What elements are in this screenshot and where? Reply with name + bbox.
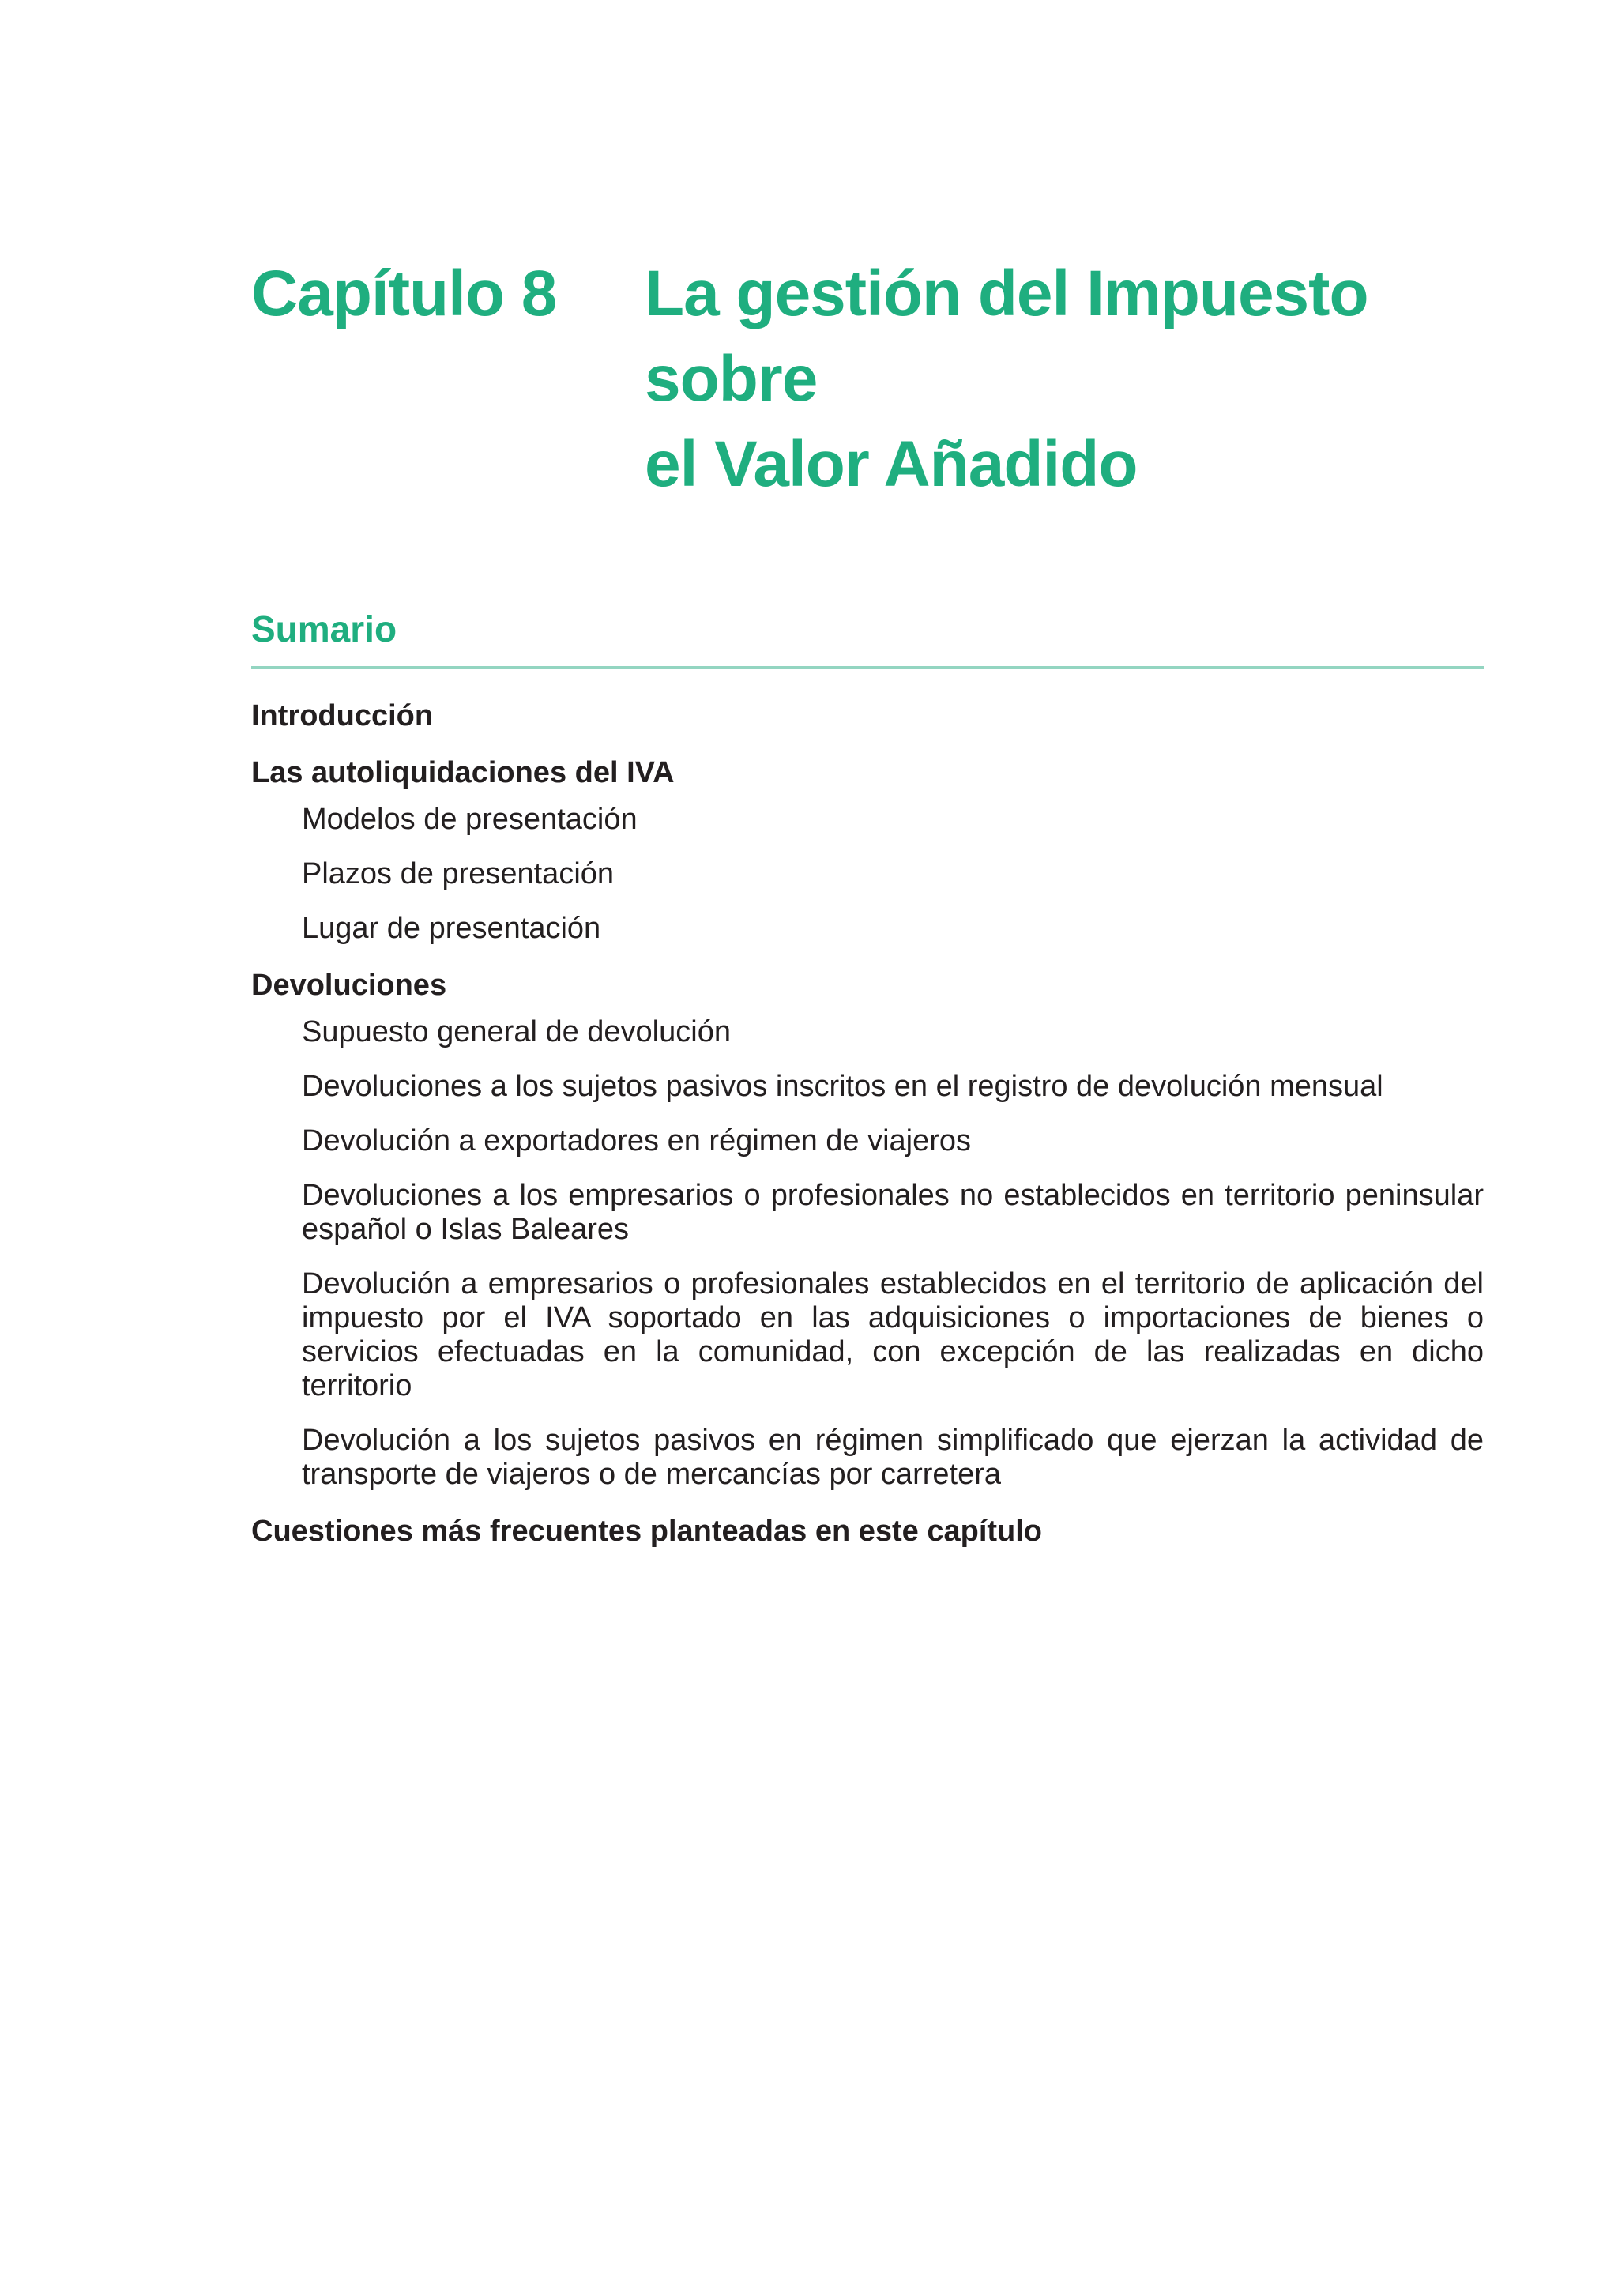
chapter-title-line-2: el Valor Añadido	[645, 428, 1138, 500]
toc-item: Modelos de presentación	[302, 803, 638, 836]
toc-section-introduccion: Introducción	[251, 699, 434, 732]
toc-item: Devolución a los sujetos pasivos en régimen simplificado que ejerzan la actividad de transporte de viajeros o de mercancías por carretera	[302, 1424, 1484, 1491]
summary-divider	[251, 666, 1484, 669]
toc-section-title: Devoluciones	[251, 969, 447, 1002]
toc-section-devoluciones	[251, 966, 1484, 1492]
toc-section-cuestiones: Cuestiones más frecuentes planteadas en este capítulo	[251, 1515, 1043, 1548]
toc-item: Supuesto general de devolución	[302, 1015, 731, 1048]
toc-item: Devolución a exportadores en régimen de viajeros	[302, 1124, 972, 1157]
toc-section-title: Las autoliquidaciones del IVA	[251, 756, 675, 789]
chapter-title	[645, 251, 1484, 507]
chapter-header	[251, 251, 1484, 507]
toc-sublist	[302, 1015, 1484, 1492]
toc-section-autoliquidaciones	[251, 754, 1484, 946]
toc-item: Devoluciones a los sujetos pasivos inscritos en el registro de devolución mensual	[302, 1070, 1383, 1103]
toc-sublist	[302, 803, 1484, 946]
summary-heading: Sumario	[251, 608, 397, 649]
table-of-contents	[251, 697, 1484, 1550]
toc-item: Lugar de presentación	[302, 912, 601, 945]
toc-item: Plazos de presentación	[302, 857, 615, 890]
chapter-title-line-1: La gestión del Impuesto sobre	[645, 258, 1368, 415]
toc-item: Devolución a empresarios o profesionales establecidos en el territorio de aplicación del impuesto por el IVA soportado en las adquisiciones o importaciones de bienes o servicios efectuadas en la comunidad, con excepción de las realizadas en dicho territorio	[302, 1267, 1484, 1402]
chapter-number: Capítulo 8	[251, 258, 557, 329]
toc-item: Devoluciones a los empresarios o profesionales no establecidos en territorio peninsular español o Islas Baleares	[302, 1179, 1484, 1246]
